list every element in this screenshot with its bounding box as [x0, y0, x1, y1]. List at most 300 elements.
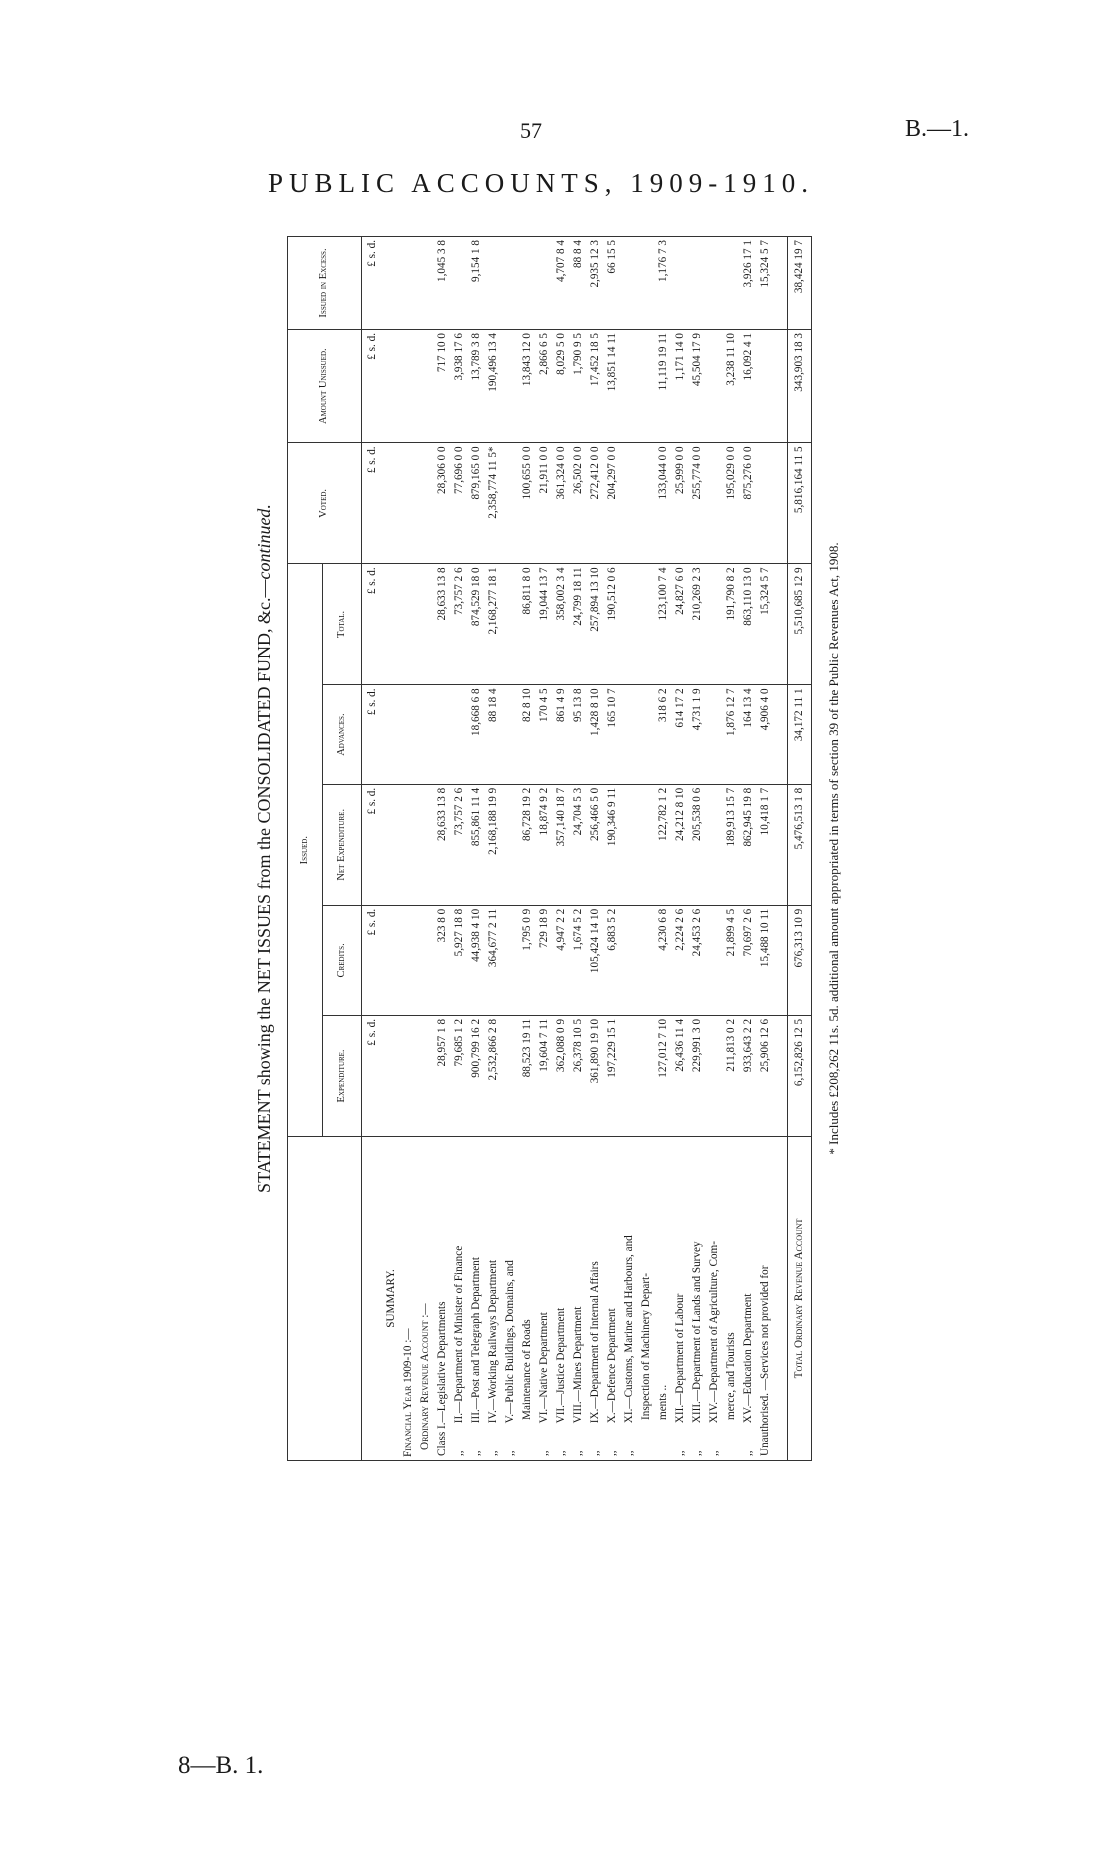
cell-excess — [708, 237, 725, 330]
cell-adv: 165 10 7 — [606, 685, 623, 784]
header-net-expenditure: Net Expenditure. — [323, 784, 362, 905]
row-label: merce, and Tourists — [725, 1332, 738, 1420]
cell-cred: 2,224 2 6 — [674, 905, 691, 1015]
row-label: ments .. — [657, 1384, 670, 1420]
table-row — [606, 237, 623, 1461]
empty-cell — [402, 784, 419, 905]
table-row — [470, 237, 487, 1461]
cell-adv — [436, 685, 453, 784]
units-cell: £ s. d. — [362, 905, 385, 1015]
cell-exp: 88,523 19 11 — [521, 1015, 538, 1136]
caption-continued: continued. — [254, 504, 274, 580]
cell-cred: 1,674 5 2 — [572, 905, 589, 1015]
cell-excess: 88 8 4 — [572, 237, 589, 330]
empty-cell — [419, 1015, 436, 1136]
cell-adv: 164 13 4 — [742, 685, 759, 784]
empty-cell — [777, 784, 788, 905]
row-prefix: ,, — [504, 1450, 516, 1456]
row-prefix: ,, — [708, 1450, 721, 1456]
cell-net: 24,212 8 10 — [674, 784, 691, 905]
cell-tot — [623, 564, 640, 685]
document-reference-bottom: 8—B. 1. — [178, 1752, 264, 1779]
cell-unissued: 11,119 19 11 — [657, 329, 674, 442]
empty-cell — [777, 905, 788, 1015]
cell-tot: 24,827 6 0 — [674, 564, 691, 685]
row-description — [691, 1136, 708, 1460]
cell-unissued: 717 10 0 — [436, 329, 453, 442]
table-row — [708, 237, 725, 1461]
cell-cred — [504, 905, 521, 1015]
cell-excess — [487, 237, 504, 330]
row-label: VI.—Native Department — [538, 1312, 551, 1424]
cell-excess — [504, 237, 521, 330]
cell-adv — [504, 685, 521, 784]
cell-voted: 77,696 0 0 — [453, 443, 470, 564]
cell-cred: 5,927 18 8 — [453, 905, 470, 1015]
row-description — [453, 1136, 470, 1460]
cell-tot: 190,512 0 6 — [606, 564, 623, 685]
cell-tot: 19,044 13 7 — [538, 564, 555, 685]
row-description: SUMMARY. — [385, 1136, 402, 1460]
header-amount-unissued: Amount Unissued. — [288, 329, 362, 442]
cell-net: 24,704 5 3 — [572, 784, 589, 905]
cell-adv — [623, 685, 640, 784]
cell-excess — [623, 237, 640, 330]
total-label: Total Ordinary Revenue Account — [787, 1136, 811, 1460]
statement-caption — [247, 236, 281, 1461]
empty-cell — [385, 905, 402, 1015]
cell-tot: 24,799 18 11 — [572, 564, 589, 685]
header-expenditure: Expenditure. — [323, 1015, 362, 1136]
row-description — [487, 1136, 504, 1460]
cell-cred: 1,795 0 9 — [521, 905, 538, 1015]
table-row — [521, 237, 538, 1461]
units-cell: £ s. d. — [362, 443, 385, 564]
row-description — [538, 1136, 555, 1460]
row-label: XIV.—Department of Agriculture, Com- — [708, 1241, 721, 1424]
cell-adv: 614 17 2 — [674, 685, 691, 784]
cell-voted: 272,412 0 0 — [589, 443, 606, 564]
total-net: 5,476,513 1 8 — [787, 784, 811, 905]
row-prefix: ,, — [606, 1450, 619, 1456]
cell-exp: 197,229 15 1 — [606, 1015, 623, 1136]
cell-tot — [640, 564, 657, 685]
row-description — [708, 1136, 725, 1460]
header-voted: Voted. — [288, 443, 362, 564]
cell-unissued: 13,851 14 11 — [606, 329, 623, 442]
cell-voted: 361,324 0 0 — [555, 443, 572, 564]
row-label: XII.—Department of Labour — [674, 1293, 687, 1424]
cell-unissued: 3,238 11 10 — [725, 329, 742, 442]
row-description — [555, 1136, 572, 1460]
units-cell: £ s. d. — [362, 784, 385, 905]
cell-tot: 123,100 7 4 — [657, 564, 674, 685]
cell-exp — [623, 1015, 640, 1136]
cell-adv: 82 8 10 — [521, 685, 538, 784]
cell-exp: 362,088 0 9 — [555, 1015, 572, 1136]
cell-excess — [640, 237, 657, 330]
row-description — [742, 1136, 759, 1460]
spacer-row — [777, 237, 788, 1461]
table-row — [385, 237, 402, 1461]
cell-unissued: 1,790 9 5 — [572, 329, 589, 442]
row-label: II.—Department of Minister of Finance — [452, 1245, 465, 1424]
row-label: XIII.—Department of Lands and Survey — [691, 1241, 704, 1424]
cell-excess — [521, 237, 538, 330]
row-label: —Services not provided for — [759, 1265, 772, 1391]
empty-cell — [385, 784, 402, 905]
cell-cred — [623, 905, 640, 1015]
row-description: Ordinary Revenue Account :— — [419, 1136, 436, 1460]
cell-excess: 1,176 7 3 — [657, 237, 674, 330]
cell-unissued: 2,866 6 5 — [538, 329, 555, 442]
cell-unissued: 1,171 14 0 — [674, 329, 691, 442]
empty-cell — [419, 237, 436, 330]
cell-net: 2,168,188 19 9 — [487, 784, 504, 905]
units-cell: £ s. d. — [362, 329, 385, 442]
cell-tot: 86,811 8 0 — [521, 564, 538, 685]
empty-cell — [777, 329, 788, 442]
cell-voted: 26,502 0 0 — [572, 443, 589, 564]
cell-cred: 105,424 14 10 — [589, 905, 606, 1015]
table-row — [572, 237, 589, 1461]
empty-cell — [419, 564, 436, 685]
cell-exp: 211,813 0 2 — [725, 1015, 742, 1136]
empty-cell — [402, 685, 419, 784]
row-description — [521, 1136, 538, 1460]
row-description — [470, 1136, 487, 1460]
row-description — [657, 1136, 674, 1460]
cell-voted: 875,276 0 0 — [742, 443, 759, 564]
row-label: XI.—Customs, Marine and Harbours, and — [623, 1235, 636, 1424]
header-total: Total. — [323, 564, 362, 685]
table-row — [589, 237, 606, 1461]
cell-exp: 26,378 10 5 — [572, 1015, 589, 1136]
cell-unissued — [623, 329, 640, 442]
table-row — [538, 237, 555, 1461]
cell-excess — [725, 237, 742, 330]
cell-net: 18,874 9 2 — [538, 784, 555, 905]
table-row — [419, 237, 436, 1461]
cell-unissued: 45,504 17 9 — [691, 329, 708, 442]
cell-cred: 729 18 9 — [538, 905, 555, 1015]
row-description — [759, 1136, 776, 1460]
cell-excess — [453, 237, 470, 330]
caption-text: STATEMENT showing the NET ISSUES from the CONSOLIDATED FUND, &c.— — [254, 579, 274, 1193]
empty-cell — [419, 329, 436, 442]
header-credits: Credits. — [323, 905, 362, 1015]
cell-cred: 21,899 4 5 — [725, 905, 742, 1015]
empty-cell — [777, 685, 788, 784]
cell-voted — [708, 443, 725, 564]
empty-cell — [777, 237, 788, 330]
cell-exp: 25,906 12 6 — [759, 1015, 776, 1136]
row-description — [606, 1136, 623, 1460]
cell-tot — [504, 564, 521, 685]
cell-exp: 19,604 7 11 — [538, 1015, 555, 1136]
cell-excess: 2,935 12 3 — [589, 237, 606, 330]
cell-exp: 79,685 1 2 — [453, 1015, 470, 1136]
cell-unissued: 16,092 4 1 — [742, 329, 759, 442]
cell-net: 256,466 5 0 — [589, 784, 606, 905]
cell-adv: 861 4 9 — [555, 685, 572, 784]
cell-unissued: 3,938 17 6 — [453, 329, 470, 442]
cell-tot: 191,790 8 2 — [725, 564, 742, 685]
cell-net — [640, 784, 657, 905]
table-row — [402, 237, 419, 1461]
cell-adv: 170 4 5 — [538, 685, 555, 784]
rotated-statement — [247, 236, 857, 1461]
cell-adv: 95 13 8 — [572, 685, 589, 784]
row-prefix: Unauthorised. — [759, 1392, 772, 1456]
cell-net: 190,346 9 11 — [606, 784, 623, 905]
cell-voted — [623, 443, 640, 564]
cell-net — [504, 784, 521, 905]
cell-adv — [708, 685, 725, 784]
row-prefix: ,, — [623, 1450, 636, 1456]
cell-tot: 15,324 5 7 — [759, 564, 776, 685]
cell-cred — [640, 905, 657, 1015]
table-row — [555, 237, 572, 1461]
row-description — [725, 1136, 742, 1460]
cell-voted: 100,655 0 0 — [521, 443, 538, 564]
empty-cell — [385, 329, 402, 442]
total-cred: 676,313 10 9 — [787, 905, 811, 1015]
cell-cred: 24,453 2 6 — [691, 905, 708, 1015]
empty-cell — [777, 1136, 788, 1460]
cell-tot: 2,168,277 18 1 — [487, 564, 504, 685]
table-body — [362, 237, 812, 1461]
total-adv: 34,172 11 1 — [787, 685, 811, 784]
cell-excess: 4,707 8 4 — [555, 237, 572, 330]
cell-cred: 15,488 10 11 — [759, 905, 776, 1015]
cell-excess: 66 15 5 — [606, 237, 623, 330]
row-prefix: ,, — [572, 1450, 585, 1456]
page-number: 57 — [520, 118, 542, 143]
empty-cell — [402, 905, 419, 1015]
row-description — [674, 1136, 691, 1460]
cell-tot: 73,757 2 6 — [453, 564, 470, 685]
row-label: IX.—Department of Internal Affairs — [589, 1261, 602, 1424]
total-voted: 5,816,164 11 5 — [787, 443, 811, 564]
total-exp: 6,152,826 12 5 — [787, 1015, 811, 1136]
row-prefix: Class — [435, 1431, 448, 1456]
total-excess: 38,424 19 7 — [787, 237, 811, 330]
cell-exp — [708, 1015, 725, 1136]
total-tot: 5,510,685 12 9 — [787, 564, 811, 685]
table-row — [487, 237, 504, 1461]
empty-cell — [385, 443, 402, 564]
units-cell: £ s. d. — [362, 1015, 385, 1136]
units-desc — [362, 1136, 385, 1460]
cell-excess: 3,926 17 1 — [742, 237, 759, 330]
empty-cell — [385, 237, 402, 330]
cell-voted: 879,165 0 0 — [470, 443, 487, 564]
header-advances: Advances. — [323, 685, 362, 784]
row-prefix: ,, — [469, 1450, 482, 1456]
cell-adv: 1,428 8 10 — [589, 685, 606, 784]
cell-voted: 195,029 0 0 — [725, 443, 742, 564]
cell-net: 855,861 11 4 — [470, 784, 487, 905]
empty-cell — [402, 237, 419, 330]
empty-cell — [419, 784, 436, 905]
row-label: XV.—Education Department — [742, 1293, 755, 1424]
empty-cell — [385, 564, 402, 685]
cell-net: 10,418 1 7 — [759, 784, 776, 905]
cell-voted — [504, 443, 521, 564]
row-description — [623, 1136, 640, 1460]
cell-excess — [538, 237, 555, 330]
cell-excess — [674, 237, 691, 330]
cell-net: 122,782 1 2 — [657, 784, 674, 905]
row-prefix: ,, — [589, 1450, 602, 1456]
row-prefix: ,, — [452, 1450, 465, 1456]
cell-exp: 361,890 19 10 — [589, 1015, 606, 1136]
empty-cell — [402, 329, 419, 442]
cell-net: 73,757 2 6 — [453, 784, 470, 905]
cell-adv: 88 18 4 — [487, 685, 504, 784]
table-row — [657, 237, 674, 1461]
row-description: Financial Year 1909-10 :— — [402, 1136, 419, 1460]
table-row — [436, 237, 453, 1461]
cell-voted: 204,297 0 0 — [606, 443, 623, 564]
cell-tot: 28,633 13 8 — [436, 564, 453, 685]
empty-cell — [777, 1015, 788, 1136]
cell-voted: 133,044 0 0 — [657, 443, 674, 564]
row-prefix: ,, — [691, 1450, 704, 1456]
cell-tot: 874,529 18 0 — [470, 564, 487, 685]
table-row — [640, 237, 657, 1461]
table-row — [691, 237, 708, 1461]
cell-exp: 28,957 1 8 — [436, 1015, 453, 1136]
cell-unissued: 8,029 5 0 — [555, 329, 572, 442]
row-label: V.—Public Buildings, Domains, and — [504, 1260, 516, 1424]
row-label: III.—Post and Telegraph Department — [469, 1257, 482, 1424]
table-row — [725, 237, 742, 1461]
cell-voted — [640, 443, 657, 564]
header-issued: Issued. — [288, 564, 323, 1137]
cell-unissued — [504, 329, 521, 442]
cell-exp: 933,643 2 2 — [742, 1015, 759, 1136]
empty-cell — [777, 564, 788, 685]
cell-exp: 26,436 11 4 — [674, 1015, 691, 1136]
cell-voted: 2,358,774 11 5* — [487, 443, 504, 564]
total-unissued: 343,903 18 3 — [787, 329, 811, 442]
empty-cell — [385, 685, 402, 784]
cell-excess: 9,154 1 8 — [470, 237, 487, 330]
cell-voted: 21,911 0 0 — [538, 443, 555, 564]
units-cell: £ s. d. — [362, 685, 385, 784]
empty-cell — [402, 443, 419, 564]
row-prefix: ,, — [486, 1450, 499, 1456]
row-label: IV.—Working Railways Department — [486, 1259, 499, 1424]
cell-exp: 900,799 16 2 — [470, 1015, 487, 1136]
cell-unissued: 190,496 13 4 — [487, 329, 504, 442]
cell-exp: 229,991 3 0 — [691, 1015, 708, 1136]
cell-cred — [708, 905, 725, 1015]
cell-adv: 4,731 1 9 — [691, 685, 708, 784]
row-prefix: ,, — [555, 1450, 568, 1456]
cell-net: 86,728 19 2 — [521, 784, 538, 905]
cell-tot — [708, 564, 725, 685]
row-label: Maintenance of Roads — [521, 1319, 534, 1420]
statement-table — [287, 236, 812, 1461]
cell-tot: 358,002 3 4 — [555, 564, 572, 685]
row-label: VIII.—Mines Department — [572, 1306, 585, 1424]
row-description — [572, 1136, 589, 1460]
document-reference-top: B.—1. — [905, 116, 970, 142]
cell-net — [623, 784, 640, 905]
row-description — [589, 1136, 606, 1460]
header-description — [288, 1136, 362, 1460]
cell-tot: 863,110 13 0 — [742, 564, 759, 685]
table-row — [674, 237, 691, 1461]
cell-excess: 1,045 3 8 — [436, 237, 453, 330]
cell-net — [708, 784, 725, 905]
cell-cred: 364,677 2 11 — [487, 905, 504, 1015]
cell-cred: 6,883 5 2 — [606, 905, 623, 1015]
units-row — [362, 237, 385, 1461]
table-row — [759, 237, 776, 1461]
row-description — [640, 1136, 657, 1460]
row-prefix: ,, — [538, 1450, 551, 1456]
row-label: VII.—Justice Department — [555, 1307, 568, 1424]
empty-cell — [419, 905, 436, 1015]
empty-cell — [402, 1015, 419, 1136]
cell-unissued: 17,452 18 5 — [589, 329, 606, 442]
empty-cell — [385, 1015, 402, 1136]
table-row — [742, 237, 759, 1461]
cell-adv: 4,906 4 0 — [759, 685, 776, 784]
cell-voted: 255,774 0 0 — [691, 443, 708, 564]
footnote: * Includes £208,262 11s. 5d. additional amount appropriated in terms of section 39 of the Public Revenues Act, 1908. — [826, 542, 841, 1155]
cell-cred: 4,230 6 8 — [657, 905, 674, 1015]
row-prefix: ,, — [674, 1450, 687, 1456]
cell-unissued: 13,789 3 8 — [470, 329, 487, 442]
row-label: I.—Legislative Departments — [435, 1301, 448, 1429]
empty-cell — [419, 443, 436, 564]
cell-net: 189,913 15 7 — [725, 784, 742, 905]
header-issued-in-excess: Issued in Excess. — [288, 237, 362, 330]
cell-unissued — [759, 329, 776, 442]
cell-cred: 70,697 2 6 — [742, 905, 759, 1015]
cell-adv: 18,668 6 8 — [470, 685, 487, 784]
cell-cred: 4,947 2 2 — [555, 905, 572, 1015]
cell-excess — [691, 237, 708, 330]
cell-adv: 1,876 12 7 — [725, 685, 742, 784]
table-row — [623, 237, 640, 1461]
row-label: Inspection of Machinery Depart- — [640, 1273, 653, 1420]
table-row — [504, 237, 521, 1461]
cell-adv — [453, 685, 470, 784]
cell-unissued — [640, 329, 657, 442]
cell-voted: 25,999 0 0 — [674, 443, 691, 564]
table-row — [453, 237, 470, 1461]
cell-unissued — [708, 329, 725, 442]
cell-net: 205,538 0 6 — [691, 784, 708, 905]
cell-adv — [640, 685, 657, 784]
cell-unissued: 13,843 12 0 — [521, 329, 538, 442]
empty-cell — [419, 685, 436, 784]
empty-cell — [777, 443, 788, 564]
cell-adv: 318 6 2 — [657, 685, 674, 784]
units-cell: £ s. d. — [362, 237, 385, 330]
cell-voted — [759, 443, 776, 564]
cell-cred: 44,938 4 10 — [470, 905, 487, 1015]
empty-cell — [402, 564, 419, 685]
cell-net: 357,140 18 7 — [555, 784, 572, 905]
cell-tot: 210,269 2 3 — [691, 564, 708, 685]
